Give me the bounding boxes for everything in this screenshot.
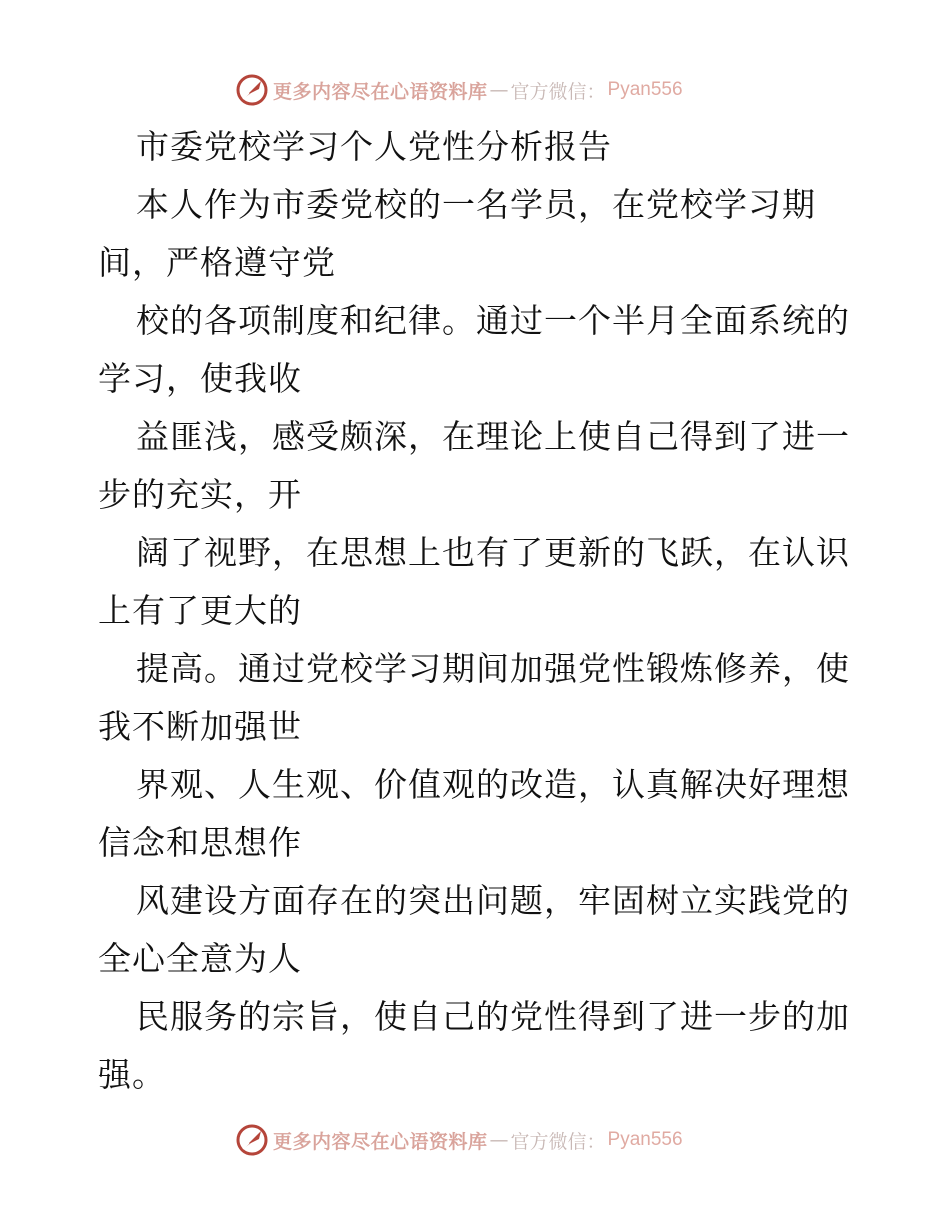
- watermark-wechat-label: 官方微信：: [510, 1130, 606, 1153]
- paragraph-line: 界观、人生观、价值观的改造，认真解决好理想: [136, 765, 850, 804]
- paragraph-line: 全心全意为人: [98, 939, 302, 978]
- paragraph-line: 上有了更大的: [98, 591, 302, 630]
- watermark-wechat-label: 官方微信：: [510, 80, 606, 103]
- paragraph-line: 益匪浅，感受颇深，在理论上使自己得到了进一: [136, 417, 850, 456]
- watermark-separator: —: [489, 79, 509, 101]
- quill-circle-logo-icon: [235, 73, 269, 107]
- document-body: [98, 118, 858, 1104]
- document-title: 市委党校学习个人党性分析报告: [136, 127, 612, 166]
- watermark-separator: —: [489, 1129, 509, 1151]
- paragraph-line: 步的充实，开: [98, 475, 302, 514]
- paragraph-line: 提高。通过党校学习期间加强党性锻炼修养，使: [136, 649, 850, 688]
- paragraph-line: 阔了视野，在思想上也有了更新的飞跃，在认识: [136, 533, 850, 572]
- watermark-wechat-id: Pyan556: [607, 79, 683, 100]
- quill-circle-logo-icon: [235, 1123, 269, 1157]
- paragraph-line: 间，严格遵守党: [98, 243, 336, 282]
- paragraph-line: 强。: [98, 1055, 166, 1094]
- paragraph-line: 我不断加强世: [98, 707, 302, 746]
- watermark-main-text: 更多内容尽在心语资料库: [273, 80, 488, 103]
- watermark-wechat-id: Pyan556: [607, 1129, 683, 1150]
- footer-watermark: [235, 1122, 755, 1158]
- paragraph-line: 学习，使我收: [98, 359, 302, 398]
- watermark-main-text: 更多内容尽在心语资料库: [273, 1130, 488, 1153]
- paragraph-line: 风建设方面存在的突出问题，牢固树立实践党的: [136, 881, 850, 920]
- paragraph-line: 本人作为市委党校的一名学员，在党校学习期: [136, 185, 816, 224]
- header-watermark: [235, 72, 755, 108]
- paragraph-line: 信念和思想作: [98, 823, 302, 862]
- paragraph-line: 校的各项制度和纪律。通过一个半月全面系统的: [136, 301, 850, 340]
- paragraph-line: 民服务的宗旨，使自己的党性得到了进一步的加: [136, 997, 850, 1036]
